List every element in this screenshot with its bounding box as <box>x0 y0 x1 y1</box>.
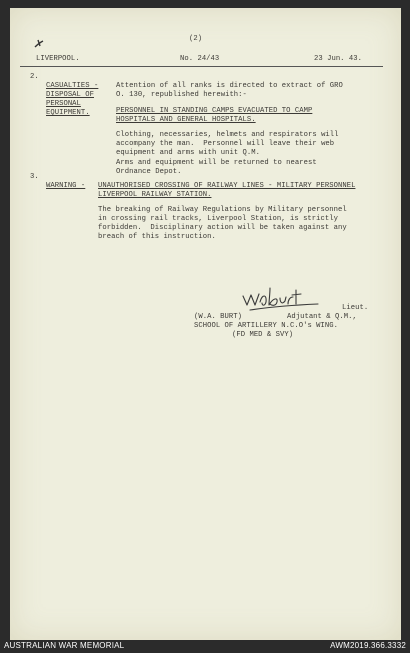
page-number: (2) <box>189 35 203 43</box>
item-subheading-line: UNAUTHORISED CROSSING OF RAILWAY LINES - MILITARY PERSONNEL <box>98 182 356 190</box>
item-paragraph-line: The breaking of Railway Regulations by Military personnel <box>98 206 347 214</box>
item-heading <box>46 73 98 118</box>
item-paragraph-line: Ordnance Depot. <box>116 168 182 176</box>
item-intro-line: Attention of all ranks is directed to extract of GRO <box>116 82 343 90</box>
item-paragraph-line: accompany the man. Personnel will leave their web <box>116 140 335 148</box>
header-rule <box>20 66 383 67</box>
signatory-unit-sub: (FD MED & SVY) <box>232 331 294 339</box>
header-location: LIVERPOOL. <box>36 55 80 63</box>
item-intro-line: O. 130, republished herewith:- <box>116 91 247 99</box>
item-heading-line: PERSONAL <box>46 100 81 108</box>
footer-institution: AUSTRALIAN WAR MEMORIAL <box>4 641 125 650</box>
order-date: 23 Jun. 43. <box>314 55 362 63</box>
item-subheading-line: LIVERPOOL RAILWAY STATION. <box>98 191 212 199</box>
item-number: 2. <box>30 73 39 81</box>
item-intro <box>116 73 343 100</box>
item-paragraph-line: Clothing, necessaries, helmets and respirators will <box>116 131 339 139</box>
item-subheading <box>116 98 312 125</box>
item-paragraph <box>98 197 347 242</box>
order-number: No. 24/43 <box>180 55 220 63</box>
item-heading-line: WARNING - <box>46 182 86 190</box>
item-paragraph-line: forbidden. Disciplinary action will be taken against any <box>98 224 347 232</box>
item-paragraph-line: equipment and arms with unit Q.M. <box>116 149 260 157</box>
signatory-rank: Lieut. <box>342 304 369 312</box>
item-heading-line: DISPOSAL OF <box>46 91 94 99</box>
footer-accession-number: AWM2019.366.3332 <box>330 641 406 650</box>
item-subheading-line: PERSONNEL IN STANDING CAMPS EVACUATED TO CAMP <box>116 107 313 115</box>
item-paragraph-line: breach of this instruction. <box>98 233 216 241</box>
signatory-unit: SCHOOL OF ARTILLERY N.C.O's WING. <box>194 322 338 330</box>
signatory-title: Adjutant & Q.M., <box>287 313 357 321</box>
signatory-name: (W.A. BURT) <box>194 313 242 321</box>
item-heading <box>46 173 85 191</box>
pen-mark-icon <box>33 38 47 50</box>
item-heading-line: CASUALTIES - <box>46 82 99 90</box>
item-subheading-line: HOSPITALS AND GENERAL HOSPITALS. <box>116 116 256 124</box>
item-heading-line: EQUIPMENT. <box>46 109 90 117</box>
item-subheading <box>98 173 355 200</box>
handwritten-signature <box>240 280 322 314</box>
item-paragraph-line: in crossing rail tracks, Liverpool Station, is strictly <box>98 215 338 223</box>
item-number: 3. <box>30 173 39 181</box>
item-paragraph-line: Arms and equipment will be returned to nearest <box>116 159 317 167</box>
